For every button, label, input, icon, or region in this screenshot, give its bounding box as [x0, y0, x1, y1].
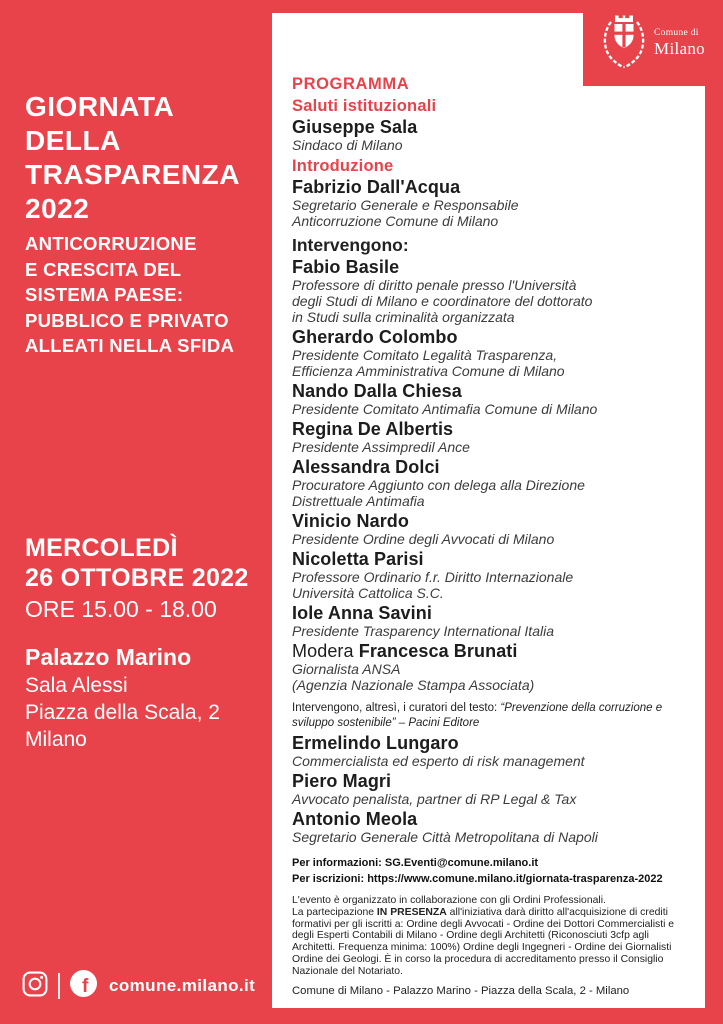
speaker-name: Ermelindo Lungaro	[292, 733, 459, 753]
speaker-entry	[292, 458, 685, 509]
speaker-entry	[292, 642, 685, 693]
speaker-role: Professore Ordinario f.r. Diritto Internazionale Università Cattolica S.C.	[292, 569, 574, 601]
text-line: DELLA	[25, 125, 121, 156]
program-section-heading: Introduzione	[292, 157, 394, 175]
speaker-name: Alessandra Dolci	[292, 457, 440, 477]
text-line: GIORNATA	[25, 91, 175, 122]
legal-line: L'evento è organizzato in collaborazione con gli Ordini Professionali.	[292, 895, 606, 906]
contact-link[interactable]: Per informazioni: SG.Eventi@comune.milano.it	[292, 857, 539, 869]
speaker-role: Presidente Assimpredil Ance	[292, 439, 470, 455]
speaker-entry	[292, 382, 685, 417]
speaker-name: Modera Francesca Brunati	[292, 641, 518, 661]
speaker-role: Giornalista ANSA (Agenzia Nazionale Stampa Associata)	[292, 661, 535, 693]
date-block	[25, 533, 249, 624]
speaker-entry	[292, 550, 685, 601]
website-link[interactable]: comune.milano.it	[109, 976, 256, 995]
speaker-role: Presidente Ordine degli Avvocati di Milano	[292, 531, 555, 547]
speaker-entry	[292, 118, 685, 153]
legal-paragraph: La partecipazione IN PRESENZA all'iniziativa darà diritto all'acquisizione di crediti formativi per gli iscritti a: Ordine degli Avvocati - Ordine dei Dottori Commercialisti e degli Esperti Contabili di Milano - Ordine degli Architetti (Riconosciuti 3cfp agli Architetti. Frequenza minima: 100%) Ordine degli Ingegneri - Ordine dei Giornalisti Ordine dei Geologi. È in corso la procedura di accreditamento presso il Consiglio Nazionale del Notariato.	[292, 906, 675, 977]
speaker-role: Avvocato penalista, partner di RP Legal & Tax	[292, 791, 577, 807]
event-title	[25, 90, 240, 226]
text-line: ANTICORRUZIONE	[25, 233, 197, 254]
event-time: ORE 15.00 - 18.00	[25, 596, 217, 622]
comune-milano-logo	[583, 0, 723, 86]
venue-block	[25, 643, 220, 753]
program-note: Intervengono, altresì, i curatori del testo: “Prevenzione della corruzione e sviluppo sostenibile” – Pacini Editore	[292, 702, 663, 729]
venue-address	[25, 672, 220, 753]
legal-text	[292, 895, 685, 978]
text-line: E CRESCITA DEL	[25, 258, 182, 280]
speaker-role: Procuratore Aggiunto con delega alla Direzione Distrettuale Antimafia	[292, 477, 585, 509]
text-line: 2022	[25, 193, 90, 224]
event-subtitle	[25, 231, 234, 359]
facebook-icon[interactable]	[70, 970, 97, 1002]
speaker-name: Nando Dalla Chiesa	[292, 381, 462, 401]
speaker-role: Segretario Generale e Responsabile Anticorruzione Comune di Milano	[292, 197, 519, 229]
speaker-entry	[292, 734, 685, 769]
program	[272, 13, 705, 997]
speaker-entry	[292, 328, 685, 379]
text-line: Milano	[25, 728, 87, 751]
speaker-name-prefix: Modera	[292, 641, 359, 661]
event-date	[25, 533, 249, 593]
speaker-name: Piero Magri	[292, 771, 392, 791]
speaker-name: Vinicio Nardo	[292, 511, 409, 531]
logo-wordmark: Comune di Milano	[654, 27, 705, 59]
program-list	[292, 97, 685, 845]
speaker-entry	[292, 512, 685, 547]
speaker-role: Sindaco di Milano	[292, 137, 403, 153]
text-line: SISTEMA PAESE:	[25, 284, 184, 305]
speaker-role: Presidente Trasparency International Italia	[292, 623, 554, 639]
speaker-name: Nicoletta Parisi	[292, 549, 424, 569]
svg-text:f: f	[82, 976, 89, 997]
contact-link[interactable]: Per iscrizioni: https://www.comune.milano.it/giornata-trasparenza-2022	[292, 873, 663, 885]
text-line: ALLEATI NELLA SFIDA	[25, 335, 235, 356]
speaker-name: Regina De Albertis	[292, 419, 454, 439]
speaker-entry	[292, 178, 685, 229]
speaker-role: Commercialista ed esperto di risk management	[292, 753, 585, 769]
address-line: Comune di Milano - Palazzo Marino - Piazza della Scala, 2 - Milano	[292, 984, 630, 997]
text-line: Piazza della Scala, 2	[25, 701, 220, 724]
program-heading: PROGRAMMA	[292, 75, 410, 93]
speaker-entry	[292, 258, 685, 325]
instagram-icon[interactable]	[22, 971, 48, 1002]
program-section-heading: Intervengono:	[292, 235, 409, 255]
speaker-entry	[292, 420, 685, 455]
program-panel	[272, 13, 705, 1008]
speaker-name: Fabrizio Dall'Acqua	[292, 177, 461, 197]
venue-name: Palazzo Marino	[25, 644, 192, 670]
speaker-role: Segretario Generale Città Metropolitana di Napoli	[292, 829, 598, 845]
text-line: Sala Alessi	[25, 674, 128, 697]
text-line: 26 OTTOBRE 2022	[25, 564, 249, 592]
text-line: MERCOLEDÌ	[25, 534, 178, 562]
divider	[58, 973, 60, 999]
text-line: PUBBLICO E PRIVATO	[25, 309, 229, 331]
speaker-entry	[292, 772, 685, 807]
sidebar-footer	[22, 970, 255, 1002]
speaker-role: Presidente Comitato Legalità Trasparenza, Efficienza Amministrativa Comune di Milano	[292, 347, 565, 379]
text-line: TRASPARENZA	[25, 159, 240, 190]
speaker-role: Professore di diritto penale presso l'Università degli Studi di Milano e coordinatore del dottorato in Studi sulla criminalità organizzata	[292, 277, 593, 325]
speaker-name: Antonio Meola	[292, 809, 418, 829]
contact-info	[292, 855, 685, 887]
speaker-name: Fabio Basile	[292, 257, 400, 277]
program-section-heading: Saluti istituzionali	[292, 97, 437, 115]
speaker-entry	[292, 810, 685, 845]
speaker-name: Gherardo Colombo	[292, 327, 458, 347]
speaker-name: Iole Anna Savini	[292, 603, 432, 623]
speaker-name: Giuseppe Sala	[292, 117, 418, 137]
speaker-entry	[292, 604, 685, 639]
milano-coat-of-arms-icon	[601, 12, 647, 75]
speaker-role: Presidente Comitato Antimafia Comune di Milano	[292, 401, 598, 417]
sidebar	[0, 0, 272, 1024]
